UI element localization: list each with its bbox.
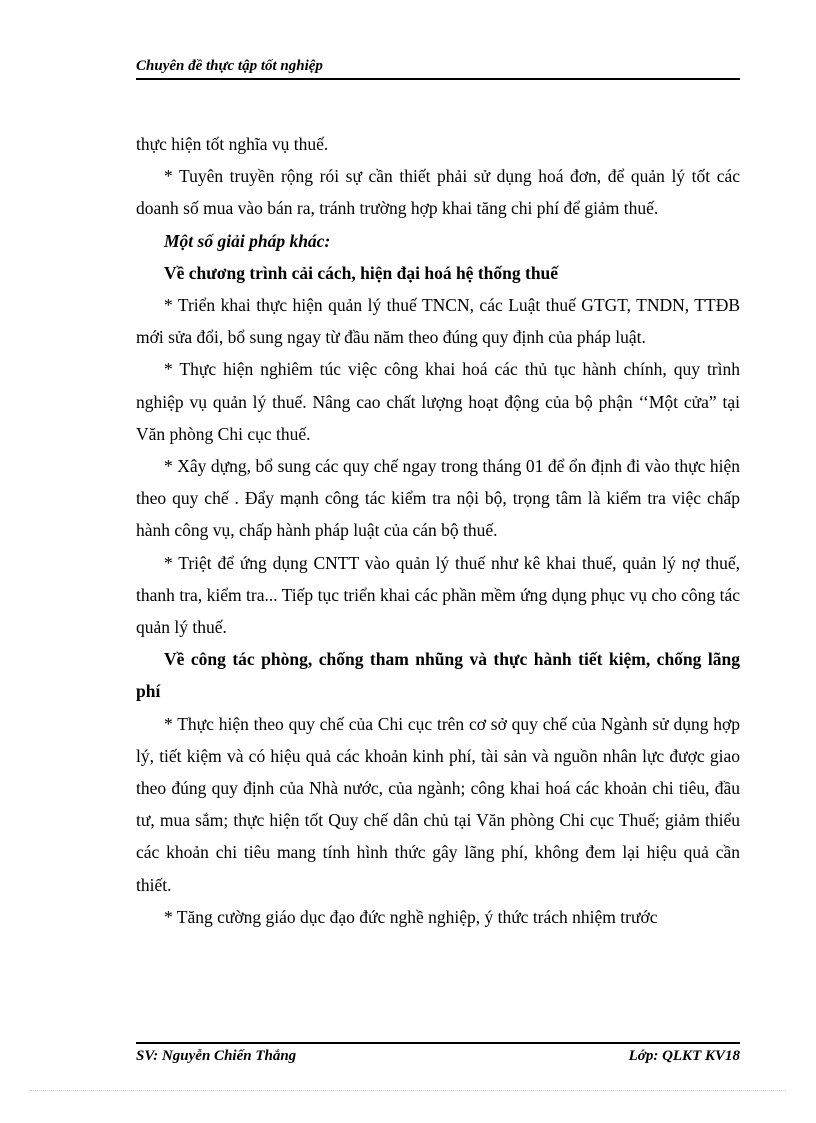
subsection-heading: Về công tác phòng, chống tham nhũng và thực hành tiết kiệm, chống lãng phí [136,649,740,702]
section-heading: Một số giải pháp khác: [164,230,331,251]
header-rule [136,78,740,80]
paragraph: * Triệt để ứng dụng CNTT vào quản lý thuế như kê khai thuế, quản lý nợ thuế, thanh tra, kiểm tra... Tiếp tục triển khai các phần mềm ứng dụng phục vụ cho công tác quản lý thuế. [136,552,740,638]
page-header [136,56,740,80]
paragraph: * Tăng cường giáo dục đạo đức nghề nghiệp, ý thức trách nhiệm trước [164,906,658,927]
paragraph: * Tuyên truyền rộng rói sự cần thiết phải sử dụng hoá đơn, để quản lý tốt các doanh số mua vào bán ra, tránh trường hợp khai tăng chi phí để giảm thuế. [136,166,740,219]
page-edge-dotted [30,1090,786,1091]
paragraph: * Xây dựng, bổ sung các quy chế ngay trong tháng 01 để ổn định đi vào thực hiện theo quy chế . Đẩy mạnh công tác kiểm tra nội bộ, trọng tâm là kiểm tra việc chấp hành công vụ, chấp hành pháp luật của cán bộ thuế. [136,456,740,541]
paragraph: * Triển khai thực hiện quản lý thuế TNCN, các Luật thuế GTGT, TNDN, TTĐB mới sửa đổi, bổ sung ngay từ đầu năm theo đúng quy định của pháp luật. [136,295,740,348]
paragraph: thực hiện tốt nghĩa vụ thuế. [136,134,329,154]
footer-rule [136,1042,740,1044]
header-title: Chuyên đề thực tập tốt nghiệp [136,58,323,74]
footer-class: Lớp: QLKT KV18 [628,1048,740,1064]
document-body [136,128,740,933]
subsection-heading: Về chương trình cải cách, hiện đại hoá hệ thống thuế [164,262,559,283]
footer-student: SV: Nguyễn Chiến Thắng [136,1048,297,1064]
paragraph: * Thực hiện theo quy chế của Chi cục trên cơ sở quy chế của Ngành sử dụng hợp lý, tiết kiệm và có hiệu quả các khoản kinh phí, tài sản và nguồn nhân lực được giao theo đúng quy định của Nhà nước, của ngành; công khai hoá các khoản chi tiêu, đầu tư, mua sắm; thực hiện tốt Quy chế dân chủ tại Văn phòng Chi cục Thuế; giảm thiểu các khoản chi tiêu mang tính hình thức gây lãng phí, không đem lại hiệu quả cần thiết. [136,713,740,895]
page-footer [136,1046,740,1066]
paragraph: * Thực hiện nghiêm túc việc công khai hoá các thủ tục hành chính, quy trình nghiệp vụ quản lý thuế. Nâng cao chất lượng hoạt động của bộ phận ‘‘Một cửa” tại Văn phòng Chi cục thuế. [136,359,740,444]
